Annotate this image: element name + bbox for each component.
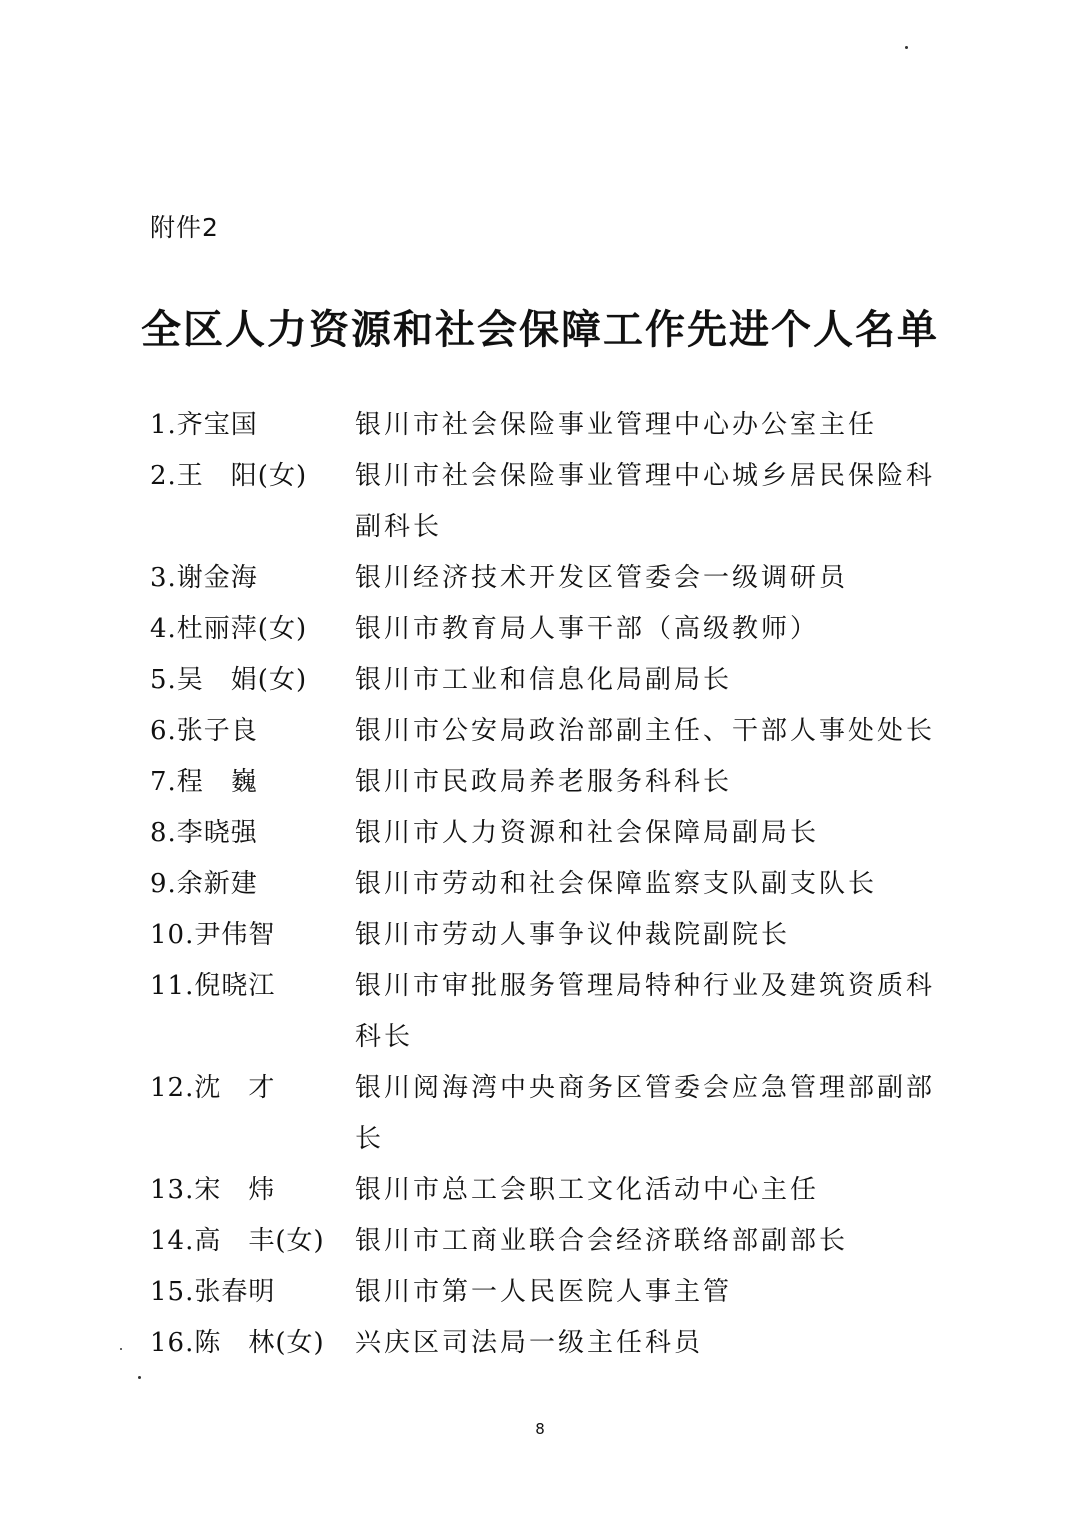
person-name: 6.张子良 <box>150 716 258 746</box>
person-name: 14.高 丰(女) <box>150 1226 325 1256</box>
list-item <box>150 553 950 604</box>
person-position: 银川市公安局政治部副主任、干部人事处处长 <box>355 716 936 746</box>
person-name: 5.吴 娟(女) <box>150 665 308 695</box>
person-name: 16.陈 林(女) <box>150 1328 325 1358</box>
list-item <box>150 808 950 859</box>
list-item <box>150 757 950 808</box>
person-position: 银川市工业和信息化局副局长 <box>355 665 733 695</box>
person-name: 7.程 巍 <box>150 767 258 797</box>
person-position: 银川经济技术开发区管委会一级调研员 <box>355 563 849 593</box>
person-position: 银川市审批服务管理局特种行业及建筑资质科科长 <box>355 971 936 1052</box>
person-position: 银川市民政局养老服务科科长 <box>355 767 733 797</box>
person-name: 3.谢金海 <box>150 563 258 593</box>
person-name: 4.杜丽萍(女) <box>150 614 308 644</box>
list-item <box>150 1318 950 1369</box>
person-name: 2.王 阳(女) <box>150 461 308 491</box>
list-item <box>150 910 950 961</box>
list-item <box>150 451 950 553</box>
page-number: 8 <box>535 1420 545 1438</box>
person-name: 8.李晓强 <box>150 818 258 848</box>
list-item <box>150 604 950 655</box>
person-position: 兴庆区司法局一级主任科员 <box>355 1328 704 1358</box>
person-name: 1.齐宝国 <box>150 410 258 440</box>
attachment-label: 附件2 <box>150 213 219 242</box>
person-position: 银川市社会保险事业管理中心办公室主任 <box>355 410 878 440</box>
list-item <box>150 655 950 706</box>
person-name: 12.沈 才 <box>150 1073 276 1103</box>
person-position: 银川市劳动和社会保障监察支队副支队长 <box>355 869 878 899</box>
person-position: 银川市人力资源和社会保障局副局长 <box>355 818 820 848</box>
list-item <box>150 859 950 910</box>
list-item <box>150 1063 950 1165</box>
list-item <box>150 400 950 451</box>
scan-speck <box>138 1376 141 1379</box>
scan-speck <box>120 1348 122 1350</box>
honoree-list <box>150 400 950 1369</box>
person-position: 银川市工商业联合会经济联络部副部长 <box>355 1226 849 1256</box>
person-position: 银川市劳动人事争议仲裁院副院长 <box>355 920 791 950</box>
document-title: 全区人力资源和社会保障工作先进个人名单 <box>141 306 939 353</box>
list-item <box>150 706 950 757</box>
person-name: 15.张春明 <box>150 1277 276 1307</box>
person-position: 银川市总工会职工文化活动中心主任 <box>355 1175 820 1205</box>
list-item <box>150 1267 950 1318</box>
scan-speck <box>905 46 908 49</box>
person-name: 13.宋 炜 <box>150 1175 276 1205</box>
person-name: 9.余新建 <box>150 869 258 899</box>
person-position: 银川市教育局人事干部（高级教师） <box>355 614 820 644</box>
list-item <box>150 1165 950 1216</box>
list-item <box>150 961 950 1063</box>
person-position: 银川市第一人民医院人事主管 <box>355 1277 733 1307</box>
list-item <box>150 1216 950 1267</box>
person-position: 银川市社会保险事业管理中心城乡居民保险科副科长 <box>355 461 936 542</box>
person-name: 10.尹伟智 <box>150 920 276 950</box>
person-name: 11.倪晓江 <box>150 971 276 1001</box>
person-position: 银川阅海湾中央商务区管委会应急管理部副部长 <box>355 1073 936 1154</box>
